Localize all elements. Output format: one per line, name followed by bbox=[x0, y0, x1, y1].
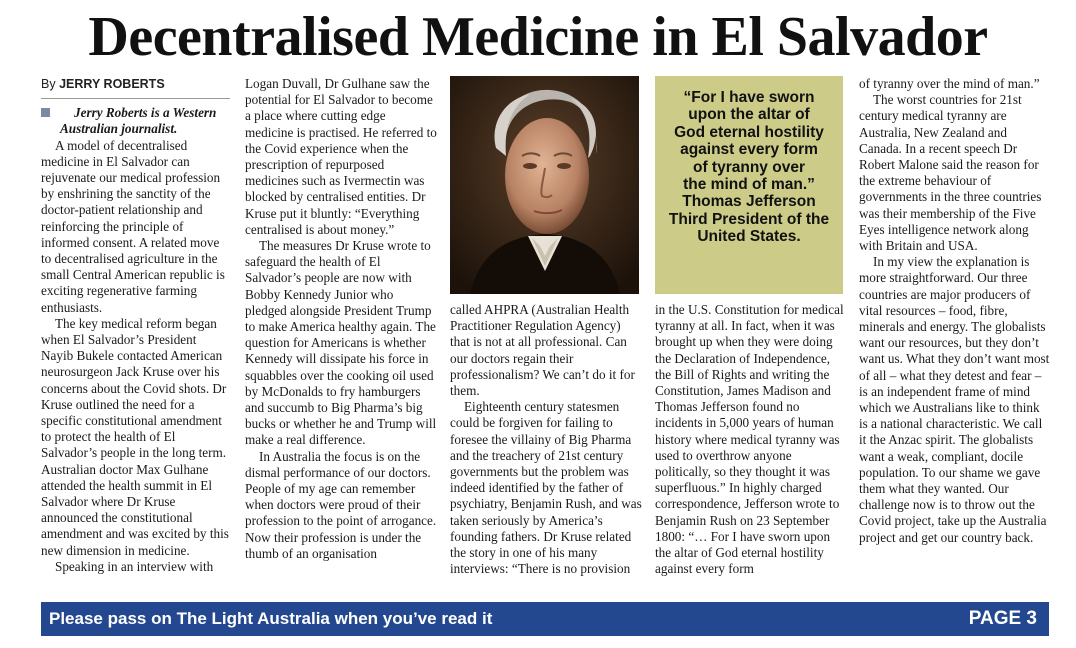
paragraph: The key medical reform began when El Salvador’s President Nayib Bukele contacted American neurosurgeon Jack Kruse over his concerns about the Covid shots. Dr Kruse outlined the need for a specific constitutional amendment to protect the health of El Salvador’s people in the long term. Australian doctor Max Gulhane attended the health summit in El Salvador where Dr Kruse announced the constitutional amendment and was excited by this new dimension in medicine. bbox=[41, 315, 229, 558]
pull-quote-line: upon the altar of bbox=[688, 106, 810, 124]
byline-prefix: By bbox=[41, 77, 56, 91]
article-column-1 bbox=[41, 76, 230, 575]
pull-quote-line: against every form bbox=[680, 141, 818, 159]
portrait-icon bbox=[450, 76, 639, 294]
pull-quote-line: “For I have sworn bbox=[683, 89, 815, 106]
pull-quote-attribution: Third President of the bbox=[668, 210, 830, 228]
footer-message: Please pass on The Light Australia when you’ve read it bbox=[49, 609, 493, 628]
paragraph: In Australia the focus is on the dismal performance of our doctors. People of my age can remember when doctors were proud of their profession to the point of arrogance. Now their profession is under the thumb of an organisation bbox=[245, 448, 437, 561]
byline-author: JERRY ROBERTS bbox=[59, 77, 165, 91]
paragraph: A model of decentralised medicine in El Salvador can rejuvenate our medical profession by enshrining the sanctity of the doctor-patient relationship and reinforcing the principle of informed consent. A related move to decentralised agriculture in the small Central American republic is exciting regenerative farming enthusiasts. bbox=[41, 137, 225, 315]
byline bbox=[41, 76, 230, 92]
paragraph: The measures Dr Kruse wrote to safeguard the health of El Salvador’s people are now with Bobby Kennedy Junior who pledged alongside President Trump to make America healthy again. The question for Americans is whether Kennedy will dissipate his force in squabbles over the cooking oil used by McDonalds to fry hamburgers and succumb to Big Pharma’s big bucks or whether he and Trump will make a real difference. bbox=[245, 238, 437, 448]
pull-quote-line: of tyranny over bbox=[693, 158, 805, 176]
headline: Decentralised Medicine in El Salvador bbox=[88, 6, 988, 68]
byline-divider bbox=[41, 98, 230, 99]
article-column-5 bbox=[859, 76, 1051, 546]
portrait-image bbox=[450, 76, 639, 294]
author-bio-text: Jerry Roberts is a Western Australian journalist. bbox=[60, 105, 217, 137]
article-column-3 bbox=[450, 302, 642, 577]
paragraph: of tyranny over the mind of man.” bbox=[859, 76, 1040, 91]
paragraph: called AHPRA (Australian Health Practitioner Regulation Agency) that is not at all professional. Can our doctors regain their professionalism? We can’t do it for them. bbox=[450, 302, 635, 399]
paragraph: The worst countries for 21st century medical tyranny are Australia, New Zealand and Canada. In a recent speech Dr Robert Malone said the reason for the extreme behaviour of governments in the three countries was their membership of the Five Eyes intelligence network along with Britain and USA. bbox=[859, 92, 1042, 254]
paragraph: Eighteenth century statesmen could be forgiven for failing to foresee the villainy of Big Pharma and the treachery of 21st century governments but the problem was indeed identified by the father of psychiatry, Benjamin Rush, and was taken seriously by America’s founding fathers. Dr Kruse related the story in one of his many interviews: “There is no provision bbox=[450, 399, 642, 577]
pull-quote-line: God eternal hostility bbox=[674, 123, 824, 141]
paragraph: Speaking in an interview with bbox=[55, 558, 214, 574]
pull-quote-attribution: Thomas Jefferson bbox=[682, 193, 816, 211]
author-bio bbox=[41, 105, 230, 137]
article-column-4 bbox=[655, 302, 845, 577]
paragraph: Logan Duvall, Dr Gulhane saw the potential for El Salvador to become a place where cutting edge medicine is practised. He referred to the Covid experience when the prescription of repurposed medicines such as Ivermectin was blocked by centralised entities. Dr Kruse put it bluntly: “Everything centralised is about money.” bbox=[245, 76, 437, 237]
footer-banner bbox=[41, 602, 1049, 636]
pull-quote bbox=[655, 76, 843, 294]
bullet-square-icon bbox=[41, 108, 50, 117]
paragraph: in the U.S. Constitution for medical tyranny at all. In fact, when it was brought up when they were doing the Declaration of Independence, the Bill of Rights and writing the Constitution, James Madison and Thomas Jefferson found no incidents in 5,000 years of human history where medical tyranny was used to overthrow anyone politically, so they thought it was superfluous.” In highly charged correspondence, Jefferson wrote to Benjamin Rush on 23 September 1800: “… For I have sworn upon the altar of God eternal hostility against every form bbox=[655, 302, 844, 577]
page-number: PAGE 3 bbox=[968, 608, 1037, 629]
paragraph: In my view the explanation is more straightforward. Our three countries are major producers of vital resources – food, fibre, minerals and energy. The globalists want our resources, but they don’t want us. What they don’t want most of all – what they detest and fear – is an independent frame of mind which we Australians like to think is a national characteristic. We call it the Anzac spirit. The globalists want a weak, compliant, docile population. To our shame we gave them what they wanted. Our challenge now is to throw out the Covid project, take up the Australia project and get our country back. bbox=[859, 254, 1050, 545]
pull-quote-attribution: United States. bbox=[697, 228, 801, 246]
pull-quote-line: the mind of man.” bbox=[683, 176, 815, 194]
article-column-2 bbox=[245, 76, 437, 562]
